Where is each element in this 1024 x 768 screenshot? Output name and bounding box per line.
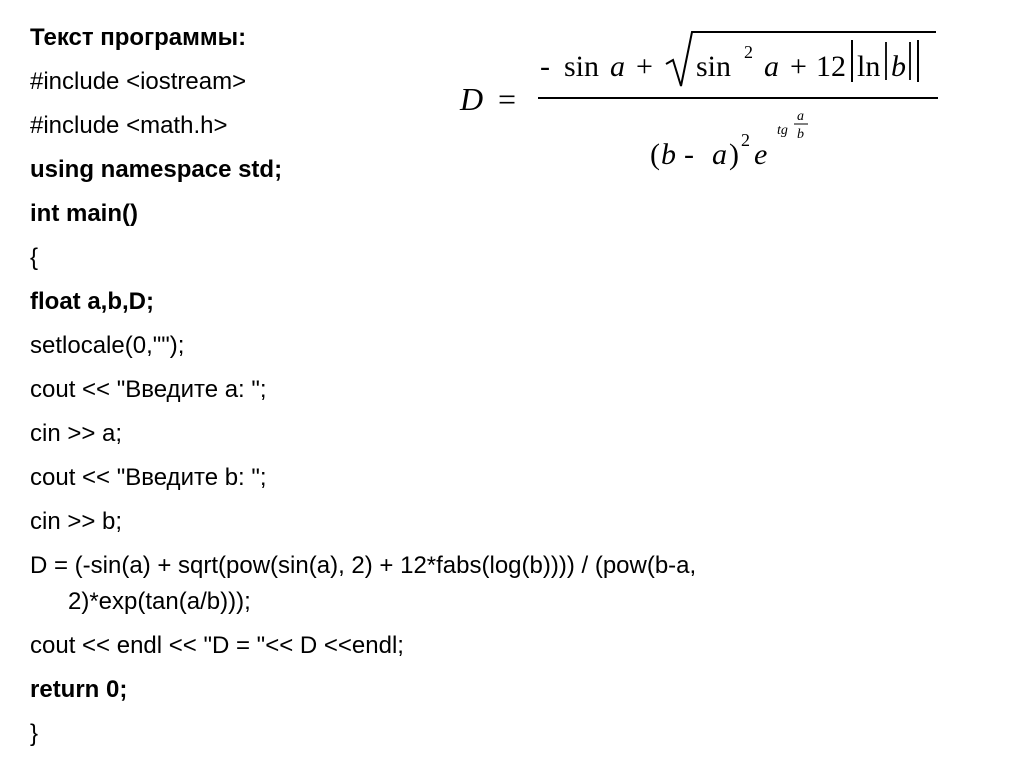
formula-den-open-paren: ( — [650, 138, 660, 171]
code-line-include-iostream: #include <iostream> — [30, 68, 247, 95]
formula-rad-ln: ln — [857, 50, 881, 83]
code-line-main-signature: int main() — [30, 200, 138, 227]
code-line-read-b: cin >> b; — [30, 508, 123, 535]
formula-lhs: D — [460, 81, 484, 117]
code-line-include-math: #include <math.h> — [30, 112, 228, 139]
formula-rad-a: a — [764, 50, 779, 83]
formula-num-a: a — [610, 50, 625, 83]
formula-den-frac-numerator: a — [797, 109, 804, 124]
formula-rad-sin: sin — [696, 50, 732, 83]
formula-rad-plus: + — [790, 50, 807, 83]
formula-den-e: e — [754, 138, 768, 171]
code-line-output-d: cout << endl << "D = "<< D <<endl; — [30, 632, 404, 659]
formula-num-minus: - — [540, 50, 550, 83]
formula-num-sin: sin — [564, 50, 600, 83]
formula-graphic — [458, 24, 948, 174]
formula-den-close-paren: ) — [729, 138, 739, 171]
formula-den-minus: - — [684, 138, 694, 171]
formula-num-plus: + — [636, 50, 653, 83]
formula-rad-twelve: 12 — [816, 50, 846, 83]
formula-den-exponent: 2 — [741, 130, 750, 150]
code-line-open-brace: { — [30, 244, 39, 271]
code-line-read-a: cin >> a; — [30, 420, 123, 447]
formula-equals: = — [498, 81, 517, 117]
code-line-compute-d: D = (-sin(a) + sqrt(pow(sin(a), 2) + 12*fabs(log(b)))) / (pow(b-a, 2)*exp(tan(a/b))); — [30, 552, 697, 615]
formula-rad-b: b — [891, 50, 906, 83]
code-line-setlocale: setlocale(0,""); — [30, 332, 185, 359]
formula-den-tg: tg — [777, 123, 788, 138]
code-line-declarations: float a,b,D; — [30, 288, 154, 315]
code-line-prompt-a: cout << "Введите a: "; — [30, 376, 267, 403]
code-line-prompt-b: cout << "Введите b: "; — [30, 464, 267, 491]
formula — [458, 24, 948, 174]
formula-den-b: b — [661, 138, 676, 171]
formula-den-a: a — [712, 138, 727, 171]
formula-den-frac-denominator: b — [797, 127, 804, 142]
code-line-using-namespace: using namespace std; — [30, 156, 283, 183]
code-line-close-brace: } — [30, 720, 39, 747]
code-line-return: return 0; — [30, 676, 128, 703]
formula-rad-exponent: 2 — [744, 42, 753, 62]
program-title: Текст программы: — [30, 24, 247, 51]
